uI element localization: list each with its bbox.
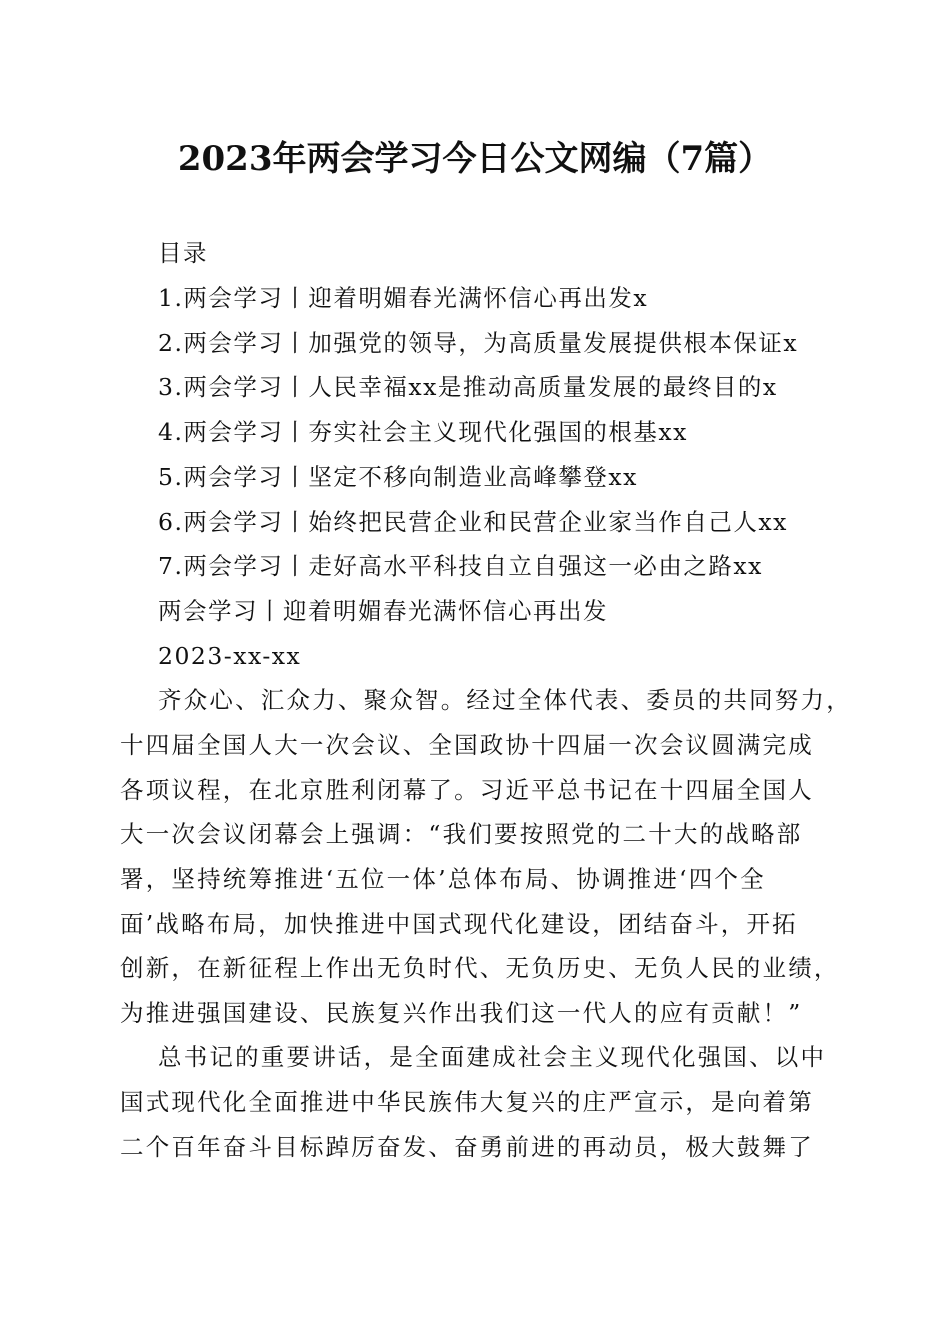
paragraph-line: 各项议程，在北京胜利闭幕了。习近平总书记在十四届全国人 [120,776,814,804]
paragraph-line: 二个百年奋斗目标踔厉奋发、奋勇前进的再动员，极大鼓舞了 [120,1133,814,1161]
toc-item-7: 7.两会学习丨走好高水平科技自立自强这一必由之路xx [158,552,763,580]
paragraph-line: 为推进强国建设、民族复兴作出我们这一代人的应有贡献！” [120,999,803,1027]
toc-heading: 目录 [158,239,208,267]
toc-item-5: 5.两会学习丨坚定不移向制造业高峰攀登xx [158,463,638,491]
toc-item-6: 6.两会学习丨始终把民营企业和民营企业家当作自己人xx [158,508,788,536]
toc-item-1: 1.两会学习丨迎着明媚春光满怀信心再出发x [158,284,649,312]
article-date: 2023-xx-xx [158,642,302,670]
toc-item-3: 3.两会学习丨人民幸福xx是推动高质量发展的最终目的x [158,373,778,401]
paragraph-line: 国式现代化全面推进中华民族伟大复兴的庄严宣示，是向着第 [120,1088,814,1116]
toc-item-4: 4.两会学习丨夯实社会主义现代化强国的根基xx [158,418,688,446]
paragraph-line: 总书记的重要讲话，是全面建成社会主义现代化强国、以中 [158,1043,827,1071]
paragraph-line: 署，坚持统筹推进‘五位一体’总体布局、协调推进‘四个全 [120,865,766,893]
toc-item-2: 2.两会学习丨加强党的领导，为高质量发展提供根本保证x [158,329,799,357]
paragraph-line: 创新，在新征程上作出无负时代、无负历史、无负人民的业绩， [120,954,840,982]
article-title: 两会学习丨迎着明媚春光满怀信心再出发 [158,597,608,625]
paragraph-line: 十四届全国人大一次会议、全国政协十四届一次会议圆满完成 [120,731,814,759]
paragraph-line: 齐众心、汇众力、聚众智。经过全体代表、委员的共同努力， [158,686,852,714]
paragraph-line: 大一次会议闭幕会上强调：“我们要按照党的二十大的战略部 [120,820,803,848]
paragraph-line: 面’战略布局，加快推进中国式现代化建设，团结奋斗，开拓 [120,910,798,938]
document-title: 2023年两会学习今日公文网编（7篇） [177,139,773,179]
